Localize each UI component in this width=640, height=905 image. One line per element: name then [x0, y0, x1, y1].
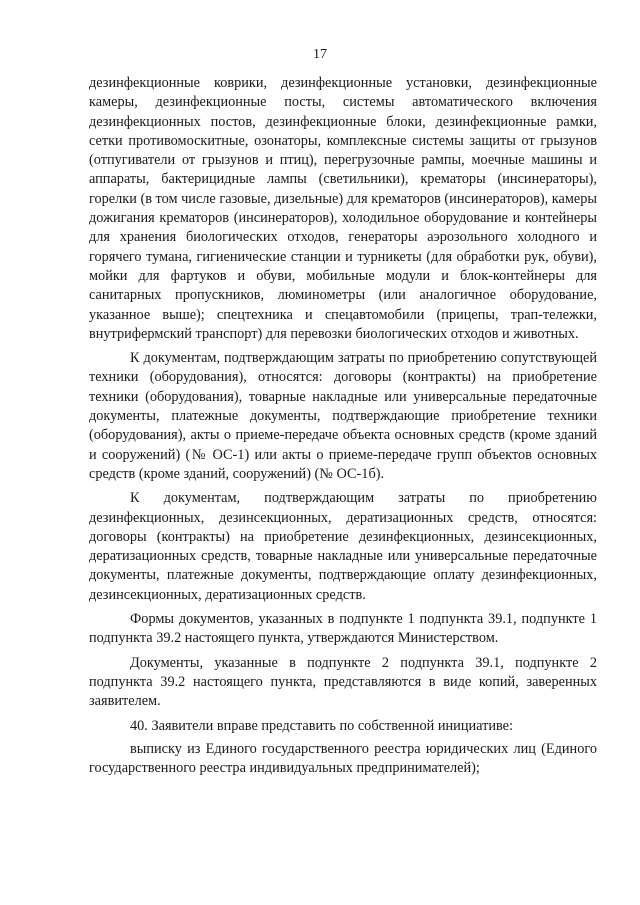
paragraph-forms-approval: Формы документов, указанных в подпункте 1 подпункта 39.1, подпункте 1 подпункта 39.2 настоящего пункта, утверждаются Министерством. [89, 611, 597, 647]
document-body [89, 74, 597, 783]
paragraph-extract-register: выписку из Единого государственного реестра юридических лиц (Единого государственного реестра индивидуальных предпринимателей); [89, 740, 597, 777]
page-number: 17 [313, 47, 327, 62]
paragraph-copies: Документы, указанные в подпункте 2 подпункта 39.1, подпункте 2 подпункта 39.2 настоящего пункта, представляются в виде копий, заверенных заявителем. [89, 654, 597, 710]
paragraph-equipment-list: дезинфекционные коврики, дезинфекционные установки, дезинфекционные камеры, дезинфекционные посты, системы автоматического включения дезинфекционных постов, дезинфекционные блоки, дезинфекционные рамки, сетки противомоскитные, озонаторы, комплексные системы защиты от грызунов (отпугиватели от грызунов и птиц), перегрузочные рампы, моечные машины и аппараты, бактерицидные лампы (светильники), крематоры (инсинераторы), горелки (в том числе газовые, дизельные) для крематоров (инсинераторов), камеры дожигания крематоров (инсинераторов), холодильное оборудование и контейнеры для хранения биологических отходов, генераторы аэрозольного холодного и горячего тумана, гигиенические станции и турникеты (для обработки рук, обуви), мойки для фартуков и обуви, мобильные модули и блок-контейнеры для санитарных пропускников, люминометры (или аналогичное оборудование, указанное выше); спецтехника и спецавтомобили (прицепы, трап-тележки, внутрифермский транспорт) для перевозки биологических отходов и животных. [89, 75, 597, 342]
paragraph-docs-equipment: К документам, подтверждающим затраты по приобретению сопутствующей техники (оборудования), относятся: договоры (контракты) на приобретение техники (оборудования), товарные накладные или универсальные передаточные документы, платежные документы, подтверждающие приобретение техники (оборудования), акты о приеме-передаче объекта основных средств (кроме зданий и сооружений) (№ ОС-1) или акты о приеме-передаче групп объектов основных средств (кроме зданий, сооружений) (№ ОС-1б). [89, 350, 597, 482]
paragraph-item-40: 40. Заявители вправе представить по собственной инициативе: [130, 717, 513, 734]
paragraph-docs-disinfectants: К документам, подтверждающим затраты по приобретению дезинфекционных, дезинсекционных, дератизационных средств, относятся: договоры (контракты) на приобретение дезинфекционных, дезинсекционных, дератизационных средств, товарные накладные или универсальные передаточные документы, платежные документы, подтверждающие оплату дезинфекционных, дезинсекционных, дератизационных средств. [89, 490, 597, 603]
